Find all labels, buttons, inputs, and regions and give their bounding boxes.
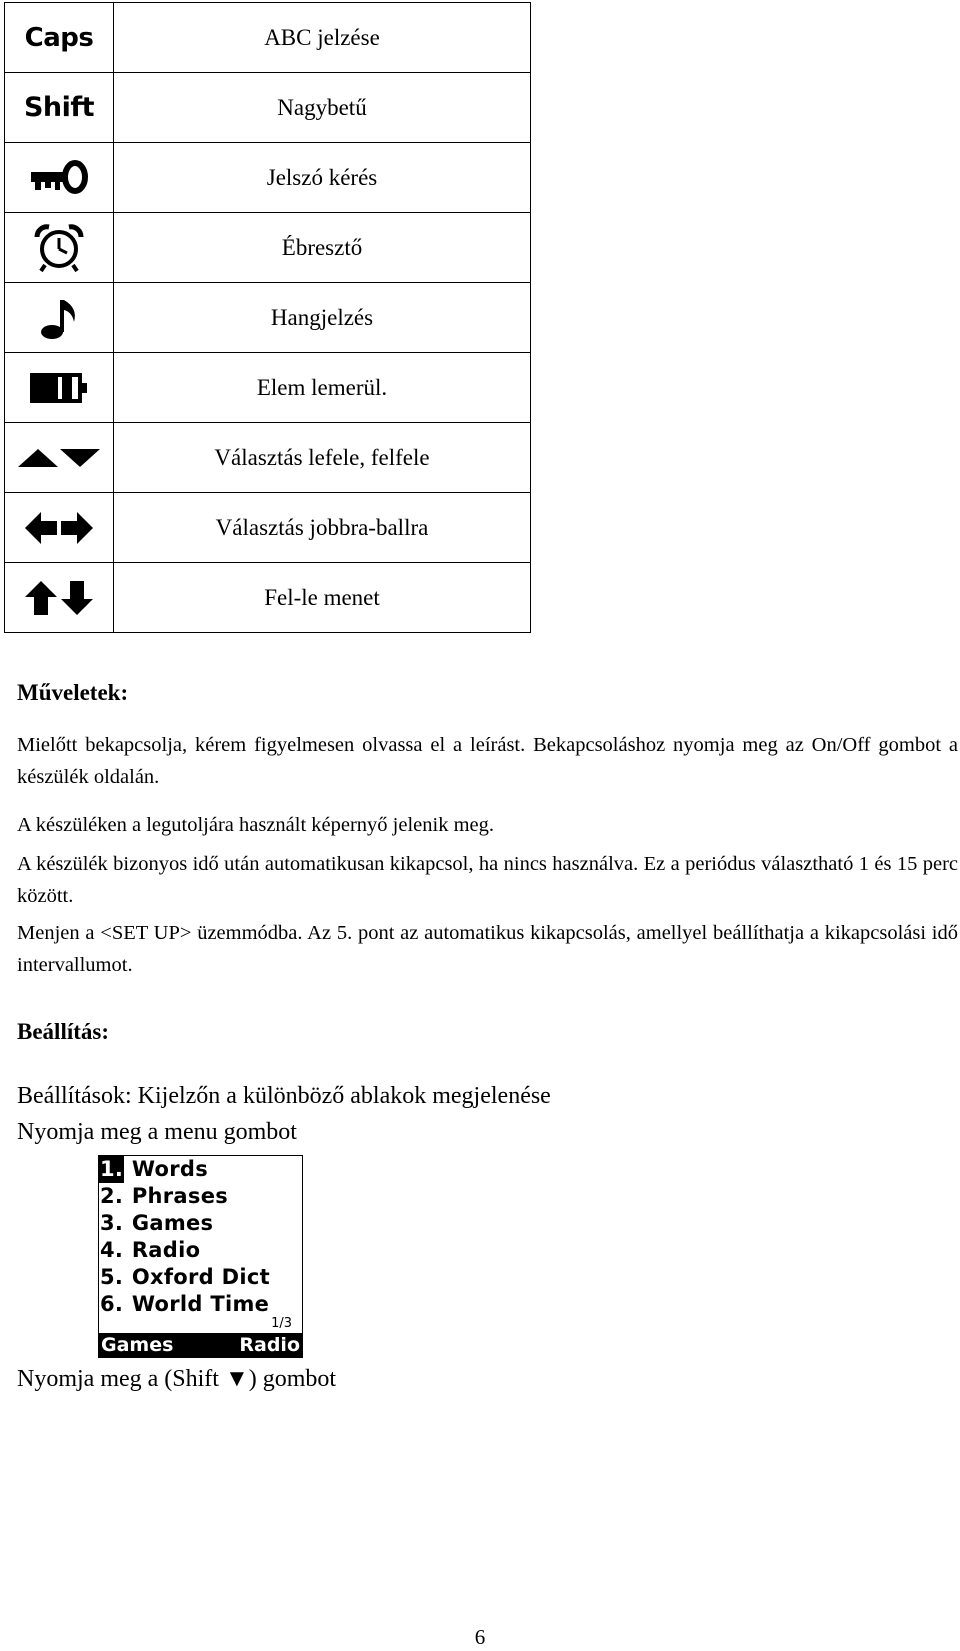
lcd-item-number: 3. — [100, 1211, 124, 1235]
lcd-menu-item — [99, 1291, 269, 1318]
lcd-item-number: 4. — [100, 1238, 124, 1262]
music-note-icon — [34, 294, 84, 342]
lcd-menu-item — [99, 1156, 208, 1183]
legend-row — [5, 493, 531, 563]
operations-paragraph: Mielőtt bekapcsolja, kérem figyelmesen olvassa el a leírást. Bekapcsoláshoz nyomja meg az On/Off gombot a készülék oldalán. — [17, 734, 958, 788]
legend-icon-cell — [5, 283, 114, 353]
legend-icon-cell — [5, 143, 114, 213]
lcd-page-indicator: 1/3 — [271, 1316, 292, 1331]
lcd-item-label: Radio — [131, 1238, 201, 1262]
legend-label: ABC jelzése — [114, 3, 531, 73]
operations-paragraph: A készüléken a legutoljára használt képernyő jelenik meg. — [17, 814, 495, 836]
lcd-item-number: 5. — [100, 1265, 124, 1289]
operations-paragraph: Menjen a <SET UP> üzemmódba. Az 5. pont az automatikus kikapcsolás, amellyel beállíthatja a kikapcsolási idő intervallumot. — [17, 922, 958, 976]
settings-heading: Beállítás: — [17, 1019, 109, 1044]
legend-icon-cell — [5, 423, 114, 493]
legend-label: Nagybetű — [114, 73, 531, 143]
lcd-softkey-right: Radio — [239, 1334, 300, 1356]
up-down-triangles-icon — [16, 445, 102, 471]
icon-legend-table — [4, 2, 531, 633]
lcd-item-label: World Time — [131, 1292, 270, 1316]
operations-paragraph: A készülék bizonyos idő után automatikusan kikapcsol, ha nincs használva. Ez a periódus választható 1 és 15 perc között. — [17, 853, 958, 907]
lcd-item-label: Games — [131, 1211, 214, 1235]
legend-label: Jelszó kérés — [114, 143, 531, 213]
caps-icon: Caps — [24, 22, 94, 53]
lcd-menu-item — [99, 1210, 213, 1237]
lcd-menu-item — [99, 1183, 228, 1210]
lcd-menu-item — [99, 1237, 200, 1264]
legend-icon-cell — [5, 213, 114, 283]
legend-row — [5, 143, 531, 213]
legend-row — [5, 353, 531, 423]
settings-instruction-shift: Nyomja meg a (Shift ▼) gombot — [17, 1366, 337, 1392]
legend-label: Hangjelzés — [114, 283, 531, 353]
operations-heading: Műveletek: — [17, 680, 129, 705]
up-down-arrows-icon — [23, 579, 95, 617]
page-number: 6 — [474, 1625, 486, 1649]
legend-label: Választás lefele, felfele — [114, 423, 531, 493]
legend-row — [5, 213, 531, 283]
legend-label: Ébresztő — [114, 213, 531, 283]
lcd-menu-screen — [98, 1155, 303, 1358]
legend-label: Fel-le menet — [114, 563, 531, 633]
legend-row — [5, 283, 531, 353]
legend-row — [5, 73, 531, 143]
settings-description: Beállítások: Kijelzőn a különböző ablakok megjelenése — [17, 1083, 551, 1109]
lcd-item-number: 6. — [100, 1292, 124, 1316]
legend-icon-cell — [5, 73, 114, 143]
left-right-arrows-icon — [23, 508, 95, 548]
legend-icon-cell — [5, 563, 114, 633]
settings-instruction: Nyomja meg a menu gombot — [17, 1119, 297, 1145]
lcd-item-number: 2. — [100, 1184, 124, 1208]
lcd-menu-item — [99, 1264, 270, 1291]
legend-icon-cell — [5, 3, 114, 73]
lcd-softkey-left: Games — [101, 1334, 174, 1356]
battery-low-icon — [29, 372, 89, 404]
legend-row — [5, 563, 531, 633]
lcd-item-label: Phrases — [131, 1184, 229, 1208]
shift-icon: Shift — [23, 92, 95, 123]
lcd-item-number: 1. — [100, 1157, 124, 1181]
key-icon — [29, 160, 89, 196]
lcd-item-label: Oxford Dict — [131, 1265, 270, 1289]
lcd-item-label: Words — [131, 1157, 209, 1181]
legend-label: Választás jobbra-ballra — [114, 493, 531, 563]
alarm-clock-icon — [33, 223, 85, 273]
legend-label: Elem lemerül. — [114, 353, 531, 423]
legend-icon-cell — [5, 493, 114, 563]
lcd-softkey-bar — [99, 1333, 302, 1357]
legend-icon-cell — [5, 353, 114, 423]
legend-row — [5, 423, 531, 493]
legend-row — [5, 3, 531, 73]
